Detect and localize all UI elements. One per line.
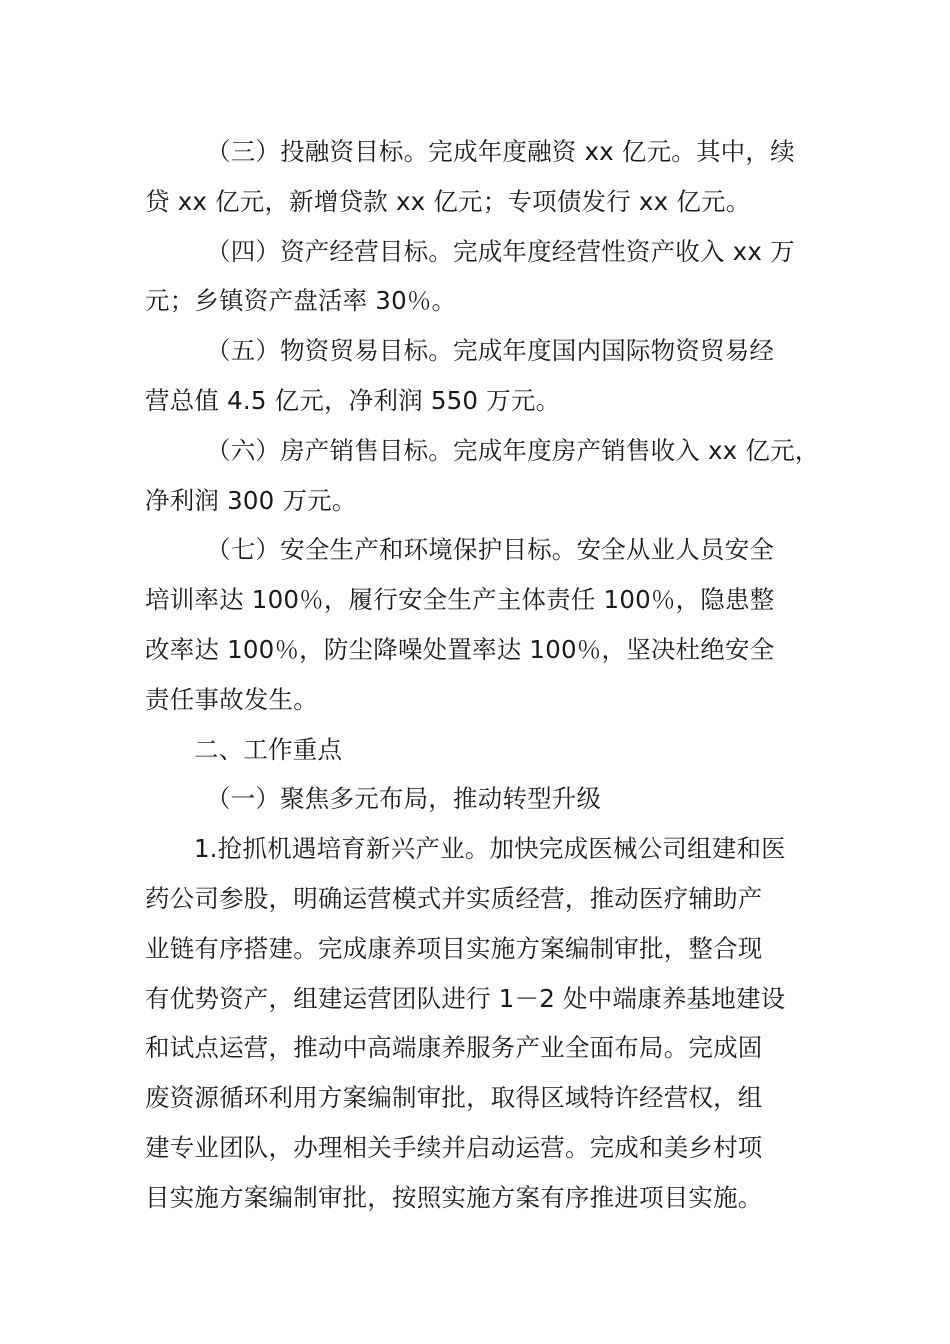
para-emerging-line-7: 建专业团队，办理相关手续并启动运营。完成和美乡村项 — [145, 1132, 763, 1162]
para-emerging-line-3: 业链有序搭建。完成康养项目实施方案编制审批，整合现 — [145, 933, 763, 963]
para-realestate-line-2: 净利润 300 万元。 — [145, 485, 357, 515]
document-body — [145, 127, 825, 1223]
para-emerging-line-2: 药公司参股，明确运营模式并实质经营，推动医疗辅助产 — [145, 883, 763, 913]
para-trade-line-2: 营总值 4.5 亿元，净利润 550 万元。 — [145, 385, 561, 415]
section-heading-work-focus: 二、工作重点 — [194, 734, 343, 764]
para-safety-line-2: 培训率达 100％，履行安全生产主体责任 100％，隐患整 — [145, 585, 775, 615]
para-asset-line-1: （四）资产经营目标。完成年度经营性资产收入 xx 万 — [206, 236, 795, 266]
para-emerging-line-8: 目实施方案编制审批，按照实施方案有序推进项目实施。 — [145, 1182, 763, 1212]
para-emerging-line-4: 有优势资产，组建运营团队进行 1－2 处中端康养基地建设 — [145, 983, 786, 1013]
para-realestate-line-1: （六）房产销售目标。完成年度房产销售收入 xx 亿元， — [206, 435, 820, 465]
para-emerging-line-6: 废资源循环利用方案编制审批，取得区域特许经营权，组 — [145, 1083, 763, 1113]
para-safety-line-4: 责任事故发生。 — [145, 684, 318, 714]
para-emerging-line-1: 1.抢抓机遇培育新兴产业。加快完成医械公司组建和医 — [194, 834, 786, 864]
para-investment-line-1: （三）投融资目标。完成年度融资 xx 亿元。其中，续 — [206, 137, 795, 166]
para-safety-line-1: （七）安全生产和环境保护目标。安全从业人员安全 — [206, 535, 775, 565]
para-trade-line-1: （五）物资贸易目标。完成年度国内国际物资贸易经 — [206, 336, 775, 366]
para-asset-line-2: 元；乡镇资产盘活率 30％。 — [145, 286, 457, 316]
subsection-heading-diversified-layout: （一）聚焦多元布局，推动转型升级 — [206, 784, 602, 814]
para-emerging-line-5: 和试点运营，推动中高端康养服务产业全面布局。完成固 — [145, 1033, 763, 1063]
para-safety-line-3: 改率达 100％，防尘降噪处置率达 100％，坚决杜绝安全 — [145, 634, 775, 664]
para-investment-line-2: 贷 xx 亿元，新增贷款 xx 亿元；专项债发行 xx 亿元。 — [145, 186, 751, 216]
